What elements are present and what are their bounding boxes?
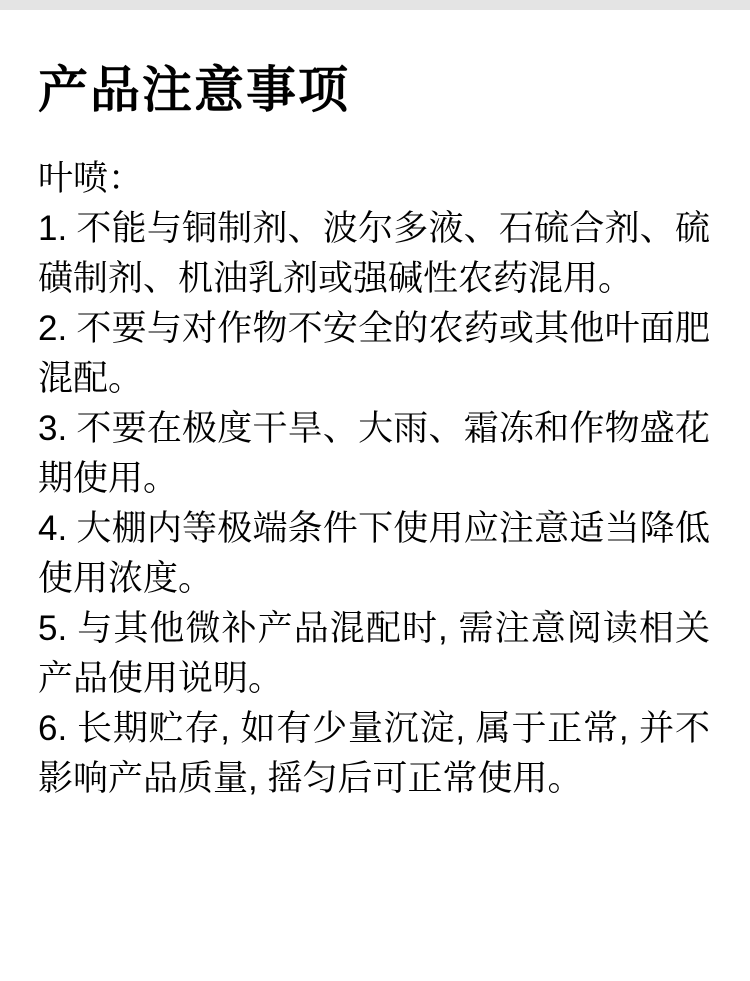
page-title: 产品注意事项 — [38, 62, 350, 118]
note-number: 3. — [38, 408, 68, 448]
top-divider — [0, 0, 750, 10]
note-text: 大棚内等极端条件下使用应注意适当降低使用浓度。 — [38, 508, 710, 598]
note-number: 6. — [38, 708, 68, 748]
note-text: 长期贮存, 如有少量沉淀, 属于正常, 并不影响产品质量, 摇匀后可正常使用。 — [38, 708, 710, 798]
note-text: 不要在极度干旱、大雨、霜冻和作物盛花期使用。 — [38, 408, 710, 498]
notes-section — [38, 154, 710, 804]
note-text: 与其他微补产品混配时, 需注意阅读相关产品使用说明。 — [38, 608, 710, 698]
note-number: 2. — [38, 308, 68, 348]
note-item-4 — [38, 504, 710, 604]
note-text: 不能与铜制剂、波尔多液、石硫合剂、硫磺制剂、机油乳剂或强碱性农药混用。 — [38, 208, 710, 298]
note-item-3 — [38, 404, 710, 504]
note-number: 1. — [38, 208, 68, 248]
note-text: 不要与对作物不安全的农药或其他叶面肥混配。 — [38, 308, 710, 398]
note-number: 5. — [38, 608, 68, 648]
note-number: 4. — [38, 508, 68, 548]
note-item-5 — [38, 604, 710, 704]
note-item-1 — [38, 204, 710, 304]
section-heading: 叶喷： — [38, 158, 144, 198]
note-item-6 — [38, 704, 710, 804]
note-item-2 — [38, 304, 710, 404]
